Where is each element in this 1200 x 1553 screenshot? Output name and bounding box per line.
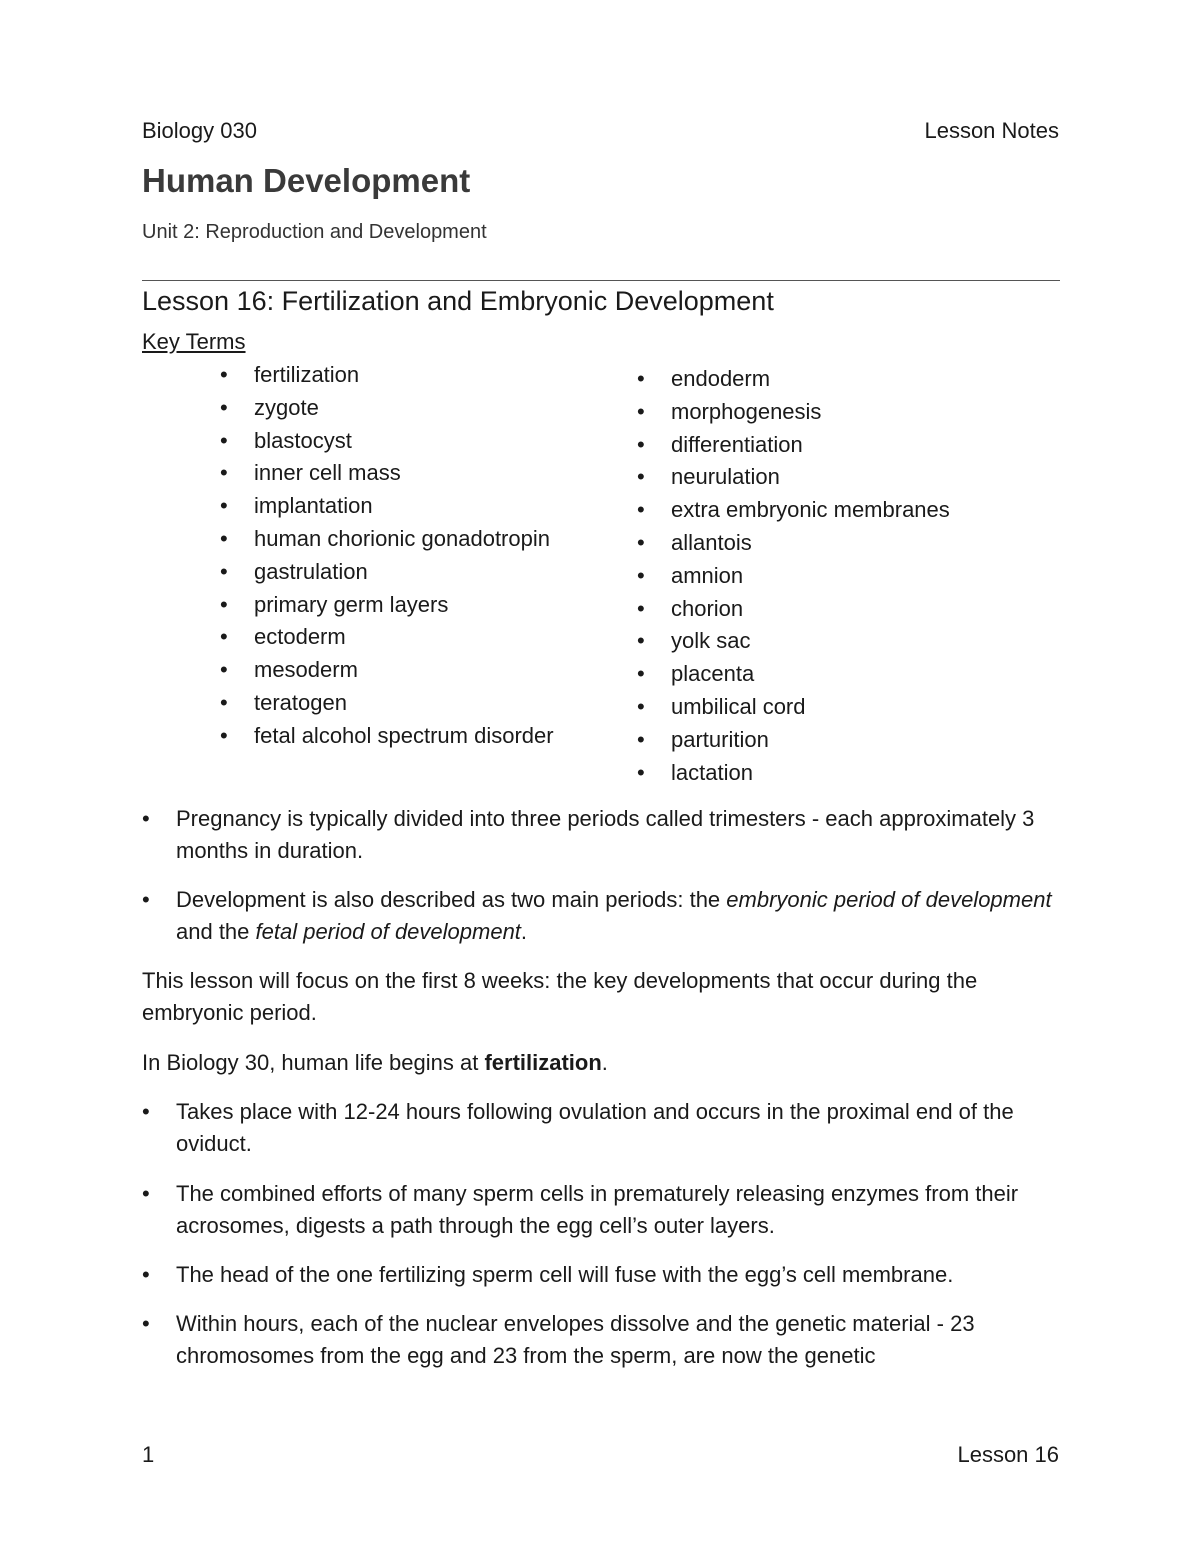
bullet-icon: • xyxy=(637,366,645,391)
list-item xyxy=(220,623,554,656)
key-term: mesoderm xyxy=(254,657,358,683)
bullet-paragraph-acrosomes xyxy=(142,1178,1060,1242)
list-item xyxy=(637,562,950,595)
bullet-icon: • xyxy=(637,497,645,523)
bullet-icon: • xyxy=(220,722,228,748)
key-term: morphogenesis xyxy=(671,398,822,424)
key-term: fertilization xyxy=(254,362,360,387)
bullet-icon: • xyxy=(220,689,228,715)
list-item xyxy=(220,394,554,427)
key-term: chorion xyxy=(671,595,744,621)
list-item xyxy=(637,496,950,529)
bullet-icon: • xyxy=(637,628,645,654)
key-term: neurulation xyxy=(671,464,780,490)
bullet-icon: • xyxy=(637,595,645,621)
paragraph-text: and the xyxy=(176,919,256,944)
bullet-icon: • xyxy=(220,493,228,519)
paragraph-text: . xyxy=(601,1050,608,1075)
bullet-icon: • xyxy=(220,362,228,387)
list-item xyxy=(637,398,950,431)
footer-lesson-label: Lesson 16 xyxy=(957,1442,1059,1467)
list-item xyxy=(220,558,554,591)
paragraph-text: Development is also described as two main periods: the xyxy=(176,887,727,912)
key-term: inner cell mass xyxy=(254,460,401,486)
bullet-icon: • xyxy=(220,591,228,617)
key-term: primary germ layers xyxy=(254,591,449,617)
list-item xyxy=(637,660,950,693)
bullet-paragraph-trimesters xyxy=(142,803,1060,867)
bullet-icon: • xyxy=(637,693,645,719)
bullet-icon: • xyxy=(637,759,645,785)
bullet-paragraph-fusion xyxy=(142,1259,1060,1291)
key-term: gastrulation xyxy=(254,558,368,584)
paragraph-text: The combined efforts of many sperm cells in prematurely releasing enzymes from their acrosomes, digests a path through the egg cell’s outer layers. xyxy=(176,1181,1019,1238)
course-code: Biology 030 xyxy=(142,118,257,143)
page-title: Human Development xyxy=(142,162,471,199)
list-item xyxy=(220,459,554,492)
list-item xyxy=(220,722,554,755)
bold-term-fertilization: fertilization xyxy=(484,1050,602,1075)
paragraph-text: Takes place with 12-24 hours following ovulation and occurs in the proximal end of the oviduct. xyxy=(176,1099,1014,1156)
key-term: ectoderm xyxy=(254,624,346,650)
key-term: extra embryonic membranes xyxy=(671,497,950,523)
list-item xyxy=(637,463,950,496)
page-number: 1 xyxy=(142,1442,155,1467)
bullet-icon: • xyxy=(637,464,645,490)
key-term: umbilical cord xyxy=(671,693,806,719)
key-term: amnion xyxy=(671,562,744,588)
bullet-icon: • xyxy=(637,431,645,457)
paragraph-text: In Biology 30, human life begins at xyxy=(142,1050,485,1075)
paragraph-text: Pregnancy is typically divided into three periods called trimesters - each approximately 3 months in duration. xyxy=(176,806,1035,863)
bullet-icon: • xyxy=(637,661,645,687)
key-terms-label: Key Terms xyxy=(142,329,246,354)
bullet-icon: • xyxy=(637,398,645,424)
bullet-paragraph-timing xyxy=(142,1096,1060,1160)
list-item xyxy=(220,361,554,394)
key-term: teratogen xyxy=(254,689,347,715)
bullet-paragraph-genetic-material xyxy=(142,1308,1060,1372)
bullet-icon: • xyxy=(142,1311,150,1336)
key-term: implantation xyxy=(254,493,373,519)
document-type: Lesson Notes xyxy=(924,118,1059,143)
list-item xyxy=(220,656,554,689)
bullet-icon: • xyxy=(220,558,228,584)
bullet-icon: • xyxy=(637,562,645,588)
bullet-icon: • xyxy=(142,806,150,831)
key-terms-list-left xyxy=(220,361,554,755)
list-item xyxy=(637,693,950,726)
bullet-icon: • xyxy=(220,394,228,420)
emphasis-fetal-period: fetal period of development xyxy=(255,919,521,944)
list-item xyxy=(220,525,554,558)
key-terms-list-right xyxy=(637,365,950,791)
bullet-icon: • xyxy=(142,1181,150,1206)
bullet-icon: • xyxy=(220,525,228,551)
list-item xyxy=(220,591,554,624)
bullet-icon: • xyxy=(220,624,228,650)
key-term: allantois xyxy=(671,529,752,555)
key-term: fetal alcohol spectrum disorder xyxy=(254,722,554,748)
key-term: differentiation xyxy=(671,431,803,457)
paragraph-text: The head of the one fertilizing sperm cell will fuse with the egg’s cell membrane. xyxy=(176,1262,954,1287)
horizontal-rule xyxy=(142,280,1060,281)
list-item xyxy=(637,595,950,628)
list-item xyxy=(220,492,554,525)
paragraph-text: Within hours, each of the nuclear envelopes dissolve and the genetic material - 23 chromosomes from the egg and 23 from the sperm, are now the genetic xyxy=(176,1311,975,1368)
key-term: blastocyst xyxy=(254,427,352,453)
bullet-icon: • xyxy=(142,887,150,912)
key-term: zygote xyxy=(254,394,319,420)
paragraph-fertilization-intro xyxy=(142,1047,1060,1079)
list-item xyxy=(637,726,950,759)
bullet-icon: • xyxy=(637,529,645,555)
bullet-icon: • xyxy=(637,726,645,752)
bullet-icon: • xyxy=(220,657,228,683)
list-item xyxy=(220,427,554,460)
list-item xyxy=(637,759,950,792)
key-term: yolk sac xyxy=(671,628,751,654)
list-item xyxy=(637,529,950,562)
emphasis-embryonic-period: embryonic period of development xyxy=(726,887,1052,912)
key-term: lactation xyxy=(671,759,753,785)
key-term: placenta xyxy=(671,661,755,687)
lesson-heading: Lesson 16: Fertilization and Embryonic Development xyxy=(142,286,774,316)
list-item xyxy=(637,627,950,660)
bullet-icon: • xyxy=(220,460,228,486)
key-term: endoderm xyxy=(671,366,771,391)
bullet-icon: • xyxy=(142,1099,150,1124)
list-item xyxy=(220,689,554,722)
bullet-paragraph-periods xyxy=(142,884,1060,948)
key-term: human chorionic gonadotropin xyxy=(254,525,550,551)
key-term: parturition xyxy=(671,726,769,752)
paragraph-lesson-focus: This lesson will focus on the first 8 weeks: the key developments that occur during the embryonic period. xyxy=(142,968,978,1025)
list-item xyxy=(637,431,950,464)
bullet-icon: • xyxy=(220,427,228,453)
list-item xyxy=(637,365,950,398)
unit-subtitle: Unit 2: Reproduction and Development xyxy=(142,221,487,243)
paragraph-text: . xyxy=(520,919,528,944)
bullet-icon: • xyxy=(142,1262,150,1287)
